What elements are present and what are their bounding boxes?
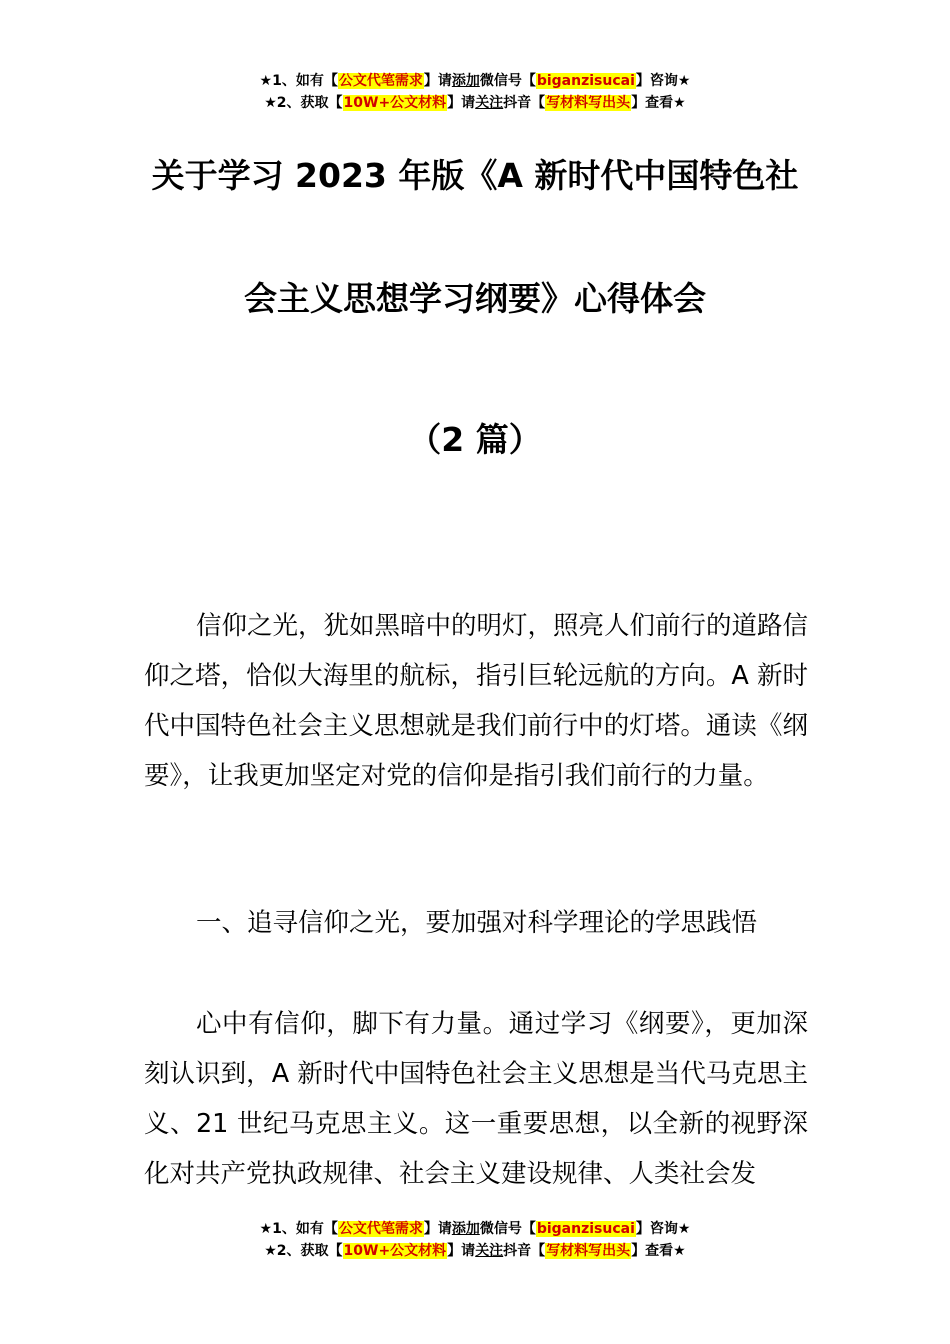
banner-bottom xyxy=(0,1218,950,1262)
banner-text: 】咨询★ xyxy=(635,73,691,89)
document-subtitle-count: （2 篇） xyxy=(408,420,542,459)
banner-highlight: 写材料写出头 xyxy=(546,1243,631,1259)
section-heading-1: 一、追寻信仰之光，要加强对科学理论的学思践悟 xyxy=(196,908,758,938)
banner-text: 抖音【 xyxy=(503,95,546,111)
banner-text: 】咨询★ xyxy=(635,1221,691,1237)
paragraph-intro: 信仰之光，犹如黑暗中的明灯，照亮人们前行的道路信仰之塔，恰似大海里的航标，指引巨轮远航的方向。A 新时代中国特色社会主义思想就是我们前行中的灯塔。通读《纲要》，让我更加坚定对党的信仰是指引我们前行的力量。 xyxy=(144,611,809,791)
banner-text: ★2、获取【 xyxy=(264,95,343,111)
banner-highlight: biganzisucai xyxy=(536,1221,635,1237)
banner-text: 】请 xyxy=(423,1221,452,1237)
banner-underlined: 关注 xyxy=(475,95,504,111)
banner-underlined: 关注 xyxy=(475,1243,504,1259)
banner-text: 微信号【 xyxy=(479,73,536,89)
banner-text: ★2、获取【 xyxy=(264,1243,343,1259)
banner-line-2 xyxy=(0,92,950,114)
paragraph-section-1: 心中有信仰，脚下有力量。通过学习《纲要》，更加深刻认识到，A 新时代中国特色社会主义思想是当代马克思主义、21 世纪马克思主义。这一重要思想，以全新的视野深化对共产党执政规律、社会主义建设规律、人类社会发 xyxy=(144,1009,808,1189)
banner-highlight: 公文代笔需求 xyxy=(338,1221,423,1237)
banner-highlight: 10W+公文材料 xyxy=(343,95,447,111)
banner-line-1 xyxy=(0,70,950,92)
document-title-line-1: 关于学习 2023 年版《A 新时代中国特色社 xyxy=(151,156,799,195)
banner-top xyxy=(0,70,950,114)
banner-text: 】请 xyxy=(423,73,452,89)
banner-text: 】请 xyxy=(447,1243,476,1259)
banner-line-2 xyxy=(0,1240,950,1262)
banner-highlight: 公文代笔需求 xyxy=(338,73,423,89)
banner-text: 抖音【 xyxy=(503,1243,546,1259)
banner-highlight: 写材料写出头 xyxy=(546,95,631,111)
banner-underlined: 添加 xyxy=(451,73,480,89)
banner-text: ★1、如有【 xyxy=(259,73,338,89)
banner-text: 】查看★ xyxy=(631,95,686,111)
banner-underlined: 添加 xyxy=(451,1221,480,1237)
banner-text: 】查看★ xyxy=(631,1243,686,1259)
banner-highlight: 10W+公文材料 xyxy=(343,1243,447,1259)
banner-line-1 xyxy=(0,1218,950,1240)
banner-text: 】请 xyxy=(447,95,476,111)
document-title-line-2: 会主义思想学习纲要》心得体会 xyxy=(244,279,706,318)
banner-highlight: biganzisucai xyxy=(536,73,635,89)
banner-text: ★1、如有【 xyxy=(259,1221,338,1237)
banner-text: 微信号【 xyxy=(479,1221,536,1237)
